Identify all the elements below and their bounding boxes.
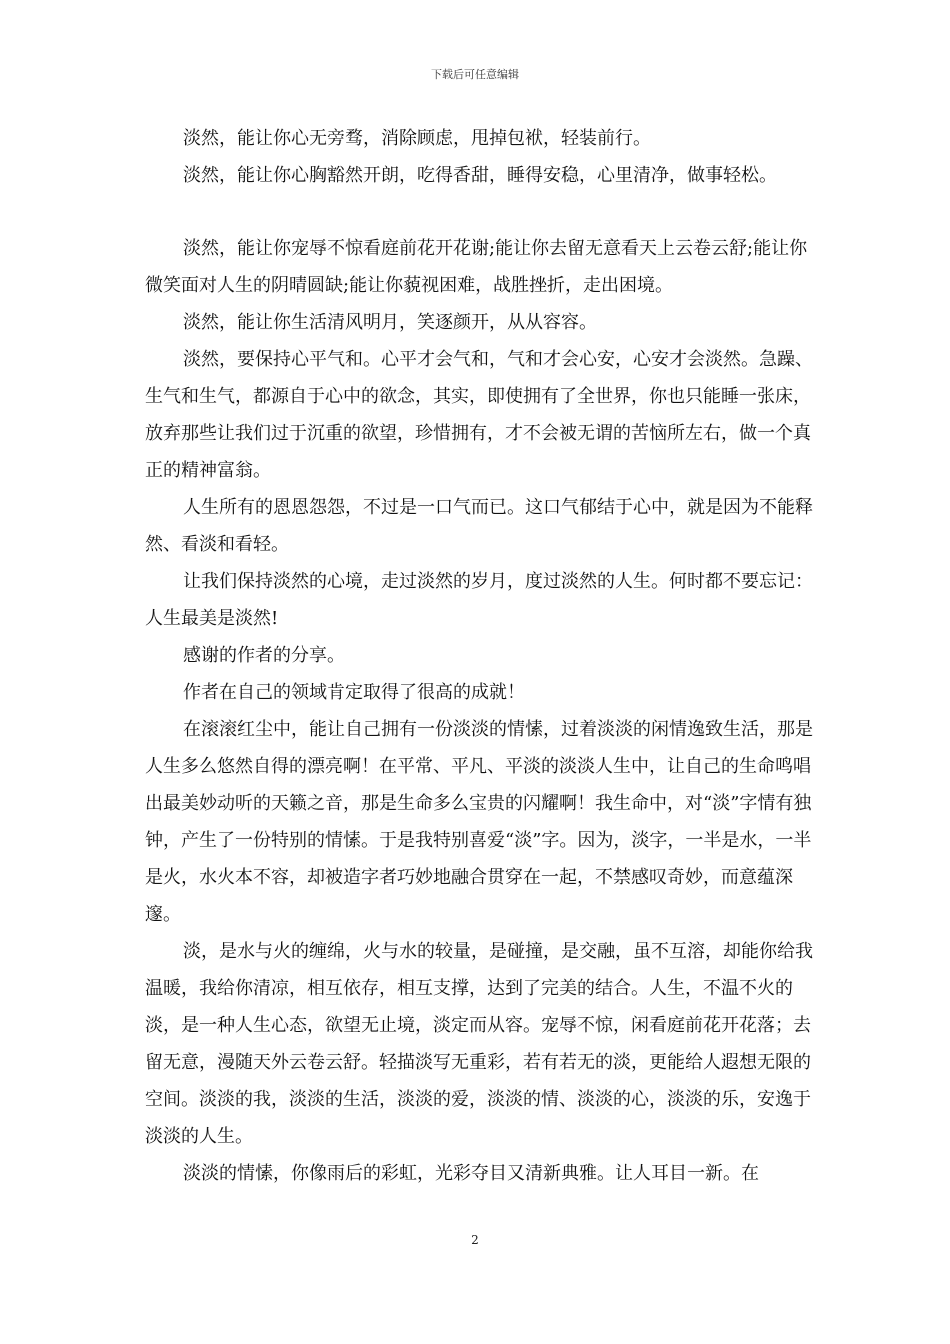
paragraph: 淡然，能让你宠辱不惊看庭前花开花谢;能让你去留无意看天上云卷云舒;能让你微笑面对人生的阴晴圆缺;能让你藐视困难，战胜挫折，走出困境。 [145,238,808,296]
paragraph: 淡淡的情愫，你像雨后的彩虹，光彩夺目又清新典雅。让人耳目一新。在 [183,1163,759,1184]
paragraph: 淡然，能让你心无旁骛，消除顾虑，甩掉包袱，轻装前行。 [183,128,651,149]
paragraph: 淡然，能让你生活清风明月，笑逐颜开，从从容容。 [183,312,597,333]
blank-line [145,194,825,230]
paragraph: 人生所有的恩恩怨怨，不过是一口气而已。这口气郁结于心中，就是因为不能释然、看淡和看轻。 [145,497,813,555]
document-body [145,120,825,1192]
paragraph: 作者在自己的领域肯定取得了很高的成就！ [183,682,525,703]
paragraph: 感谢的作者的分享。 [183,645,345,666]
page-header: 下载后可任意编辑 [431,68,519,81]
paragraph: 让我们保持淡然的心境，走过淡然的岁月，度过淡然的人生。何时都不要忘记：人生最美是淡然! [145,571,813,629]
page-number: 2 [471,1233,479,1247]
paragraph: 淡然，能让你心胸豁然开朗，吃得香甜，睡得安稳，心里清净，做事轻松。 [183,165,777,186]
paragraph: 淡，是水与火的缠绵，火与水的较量，是碰撞，是交融，虽不互溶，却能你给我温暖，我给你清凉，相互依存，相互支撑，达到了完美的结合。人生，不温不火的淡，是一种人生心态，欲望无止境，淡定而从容。宠辱不惊，闲看庭前花开花落；去留无意，漫随天外云卷云舒。轻描淡写无重彩，若有若无的淡，更能给人遐想无限的空间。淡淡的我，淡淡的生活，淡淡的爱，淡淡的情、淡淡的心，淡淡的乐，安逸于淡淡的人生。 [145,941,813,1147]
paragraph: 在滚滚红尘中，能让自己拥有一份淡淡的情愫，过着淡淡的闲情逸致生活，那是人生多么悠然自得的漂亮啊！在平常、平凡、平淡的淡淡人生中，让自己的生命鸣唱出最美妙动听的天籁之音，那是生命多么宝贵的闪耀啊！我生命中，对“淡”字情有独钟，产生了一份特别的情愫。于是我特别喜爱“淡”字。因为，淡字，一半是水，一半是火，水火本不容，却被造字者巧妙地融合贯穿在一起，不禁感叹奇妙，而意蕴深邃。 [145,719,813,925]
paragraph: 淡然，要保持心平气和。心平才会气和，气和才会心安，心安才会淡然。急躁、生气和生气，都源自于心中的欲念，其实，即使拥有了全世界，你也只能睡一张床，放弃那些让我们过于沉重的欲望，珍惜拥有，才不会被无谓的苦恼所左右，做一个真正的精神富翁。 [145,349,813,481]
